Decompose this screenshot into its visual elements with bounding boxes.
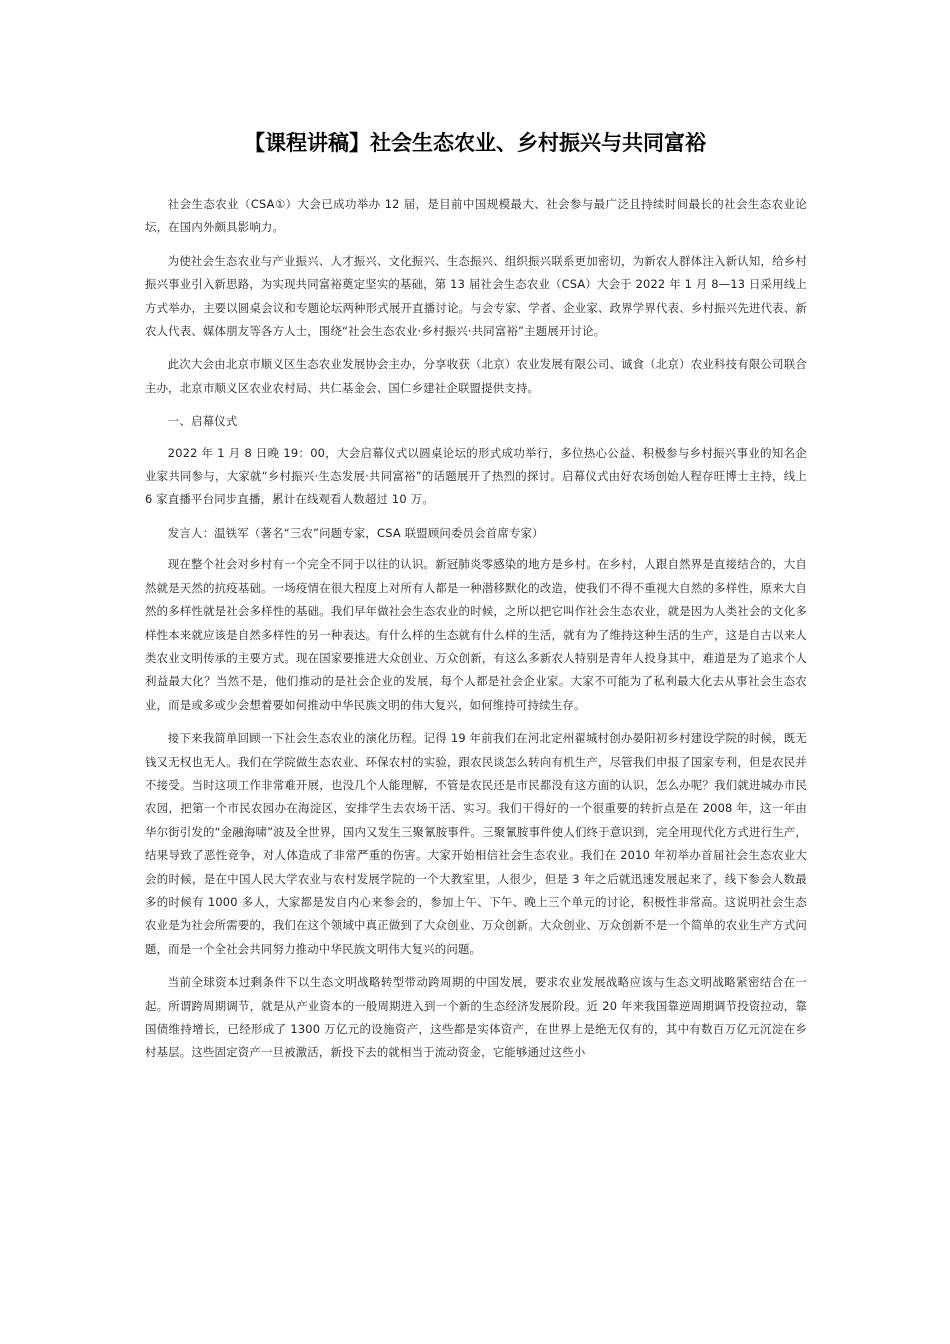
document-title: 【课程讲稿】社会生态农业、乡村振兴与共同富裕 bbox=[244, 131, 706, 155]
paragraph-conference-overview: 为使社会生态农业与产业振兴、人才振兴、文化振兴、生态振兴、组织振兴联系更加密切，为新农人群体注入新认知，给乡村振兴事业引入新思路，为实现共同富裕奠定坚实的基础，第 13 届社会生态农业（CSA）大会于 2022 年 1 月 8—13 日采用线上方式举办，主要以圆桌会议和专题论坛两种形式展开直播讨论。与会专家、学者、企业家、政界学界代表、乡村振兴先进代表、新农人代表、媒体朋友等各方人士，围绕“社会生态农业·乡村振兴·共同富裕”主题展开讨论。 bbox=[145, 253, 807, 339]
paragraph-speech-2: 接下来我简单回顾一下社会生态农业的演化历程。记得 19 年前我们在河北定州翟城村创办晏阳初乡村建设学院的时候，既无钱又无权也无人。我们在学院做生态农业、环保农村的实验，跟农民谈怎么转向有机生产，尽管我们申报了国家专利，但是农民并不接受。当时这项工作非常难开展，也没几个人能理解，不管是农民还是市民都没有这方面的认识，怎么办呢？我们就进城办市民农园，把第一个市民农园办在海淀区，安排学生去农场干活、实习。我们干得好的一个很重要的转折点是在 2008 年，这一年由华尔街引发的“金融海啸”波及全世界，国内又发生三聚氰胺事件。三聚氰胺事件使人们终于意识到，完全用现代化方式进行生产，结果导致了恶性竞争，对人体造成了非常严重的伤害。大家开始相信社会生态农业。我们在 2010 年初举办首届社会生态农业大会的时候，是在中国人民大学农业与农村发展学院的一个大教室里，人很少，但是 3 年之后就迅速发展起来了，线下参会人数最多的时候有 1000 多人，大家都是发自内心来参会的，参加上午、下午、晚上三个单元的讨论，积极性非常高。这说明社会生态农业是为社会所需要的，我们在这个领域中真正做到了大众创业、万众创新。大众创业、万众创新不是一个简单的农业生产方式问题，而是一个全社会共同努力推动中华民族文明伟大复兴的问题。 bbox=[145, 731, 807, 956]
paragraph-speech-1: 现在整个社会对乡村有一个完全不同于以往的认识。新冠肺炎零感染的地方是乡村。在乡村，人跟自然界是直接结合的，大自然就是天然的抗疫基础。一场疫情在很大程度上对所有人都是一种潜移默化的改造，使我们不得不重视大自然的多样性，原来大自然的多样性就是社会多样性的基础。我们早年做社会生态农业的时候，之所以把它叫作社会生态农业，就是因为人类社会的文化多样性本来就应该是自然多样性的另一种表达。有什么样的生态就有什么样的生活，就有为了维持这种生活的生产，这是自古以来人类农业文明传承的主要方式。现在国家要推进大众创业、万众创新，有这么多新农人特别是青年人投身其中，难道是为了追求个人利益最大化？当然不是，他们推动的是社会企业的发展，每个人都是社会企业家。大家不可能为了私利最大化去从事社会生态农业，而是或多或少会想着要如何推动中华民族文明的伟大复兴，如何维持可持续生存。 bbox=[145, 557, 807, 712]
speaker-line: 发言人：温铁军（著名“三农”问题专家，CSA 联盟顾问委员会首席专家） bbox=[167, 525, 544, 540]
paragraph-intro: 社会生态农业（CSA①）大会已成功举办 12 届，是目前中国规模最大、社会参与最广泛且持续时间最长的社会生态农业论坛，在国内外颇具影响力。 bbox=[145, 197, 807, 235]
paragraph-speech-3: 当前全球资本过剩条件下以生态文明战略转型带动跨周期的中国发展，要求农业发展战略应该与生态文明战略紧密结合在一起。所谓跨周期调节，就是从产业资本的一般周期进入到一个新的生态经济发展阶段。近 20 年来我国靠逆周期调节投资拉动，靠国债维持增长，已经形成了 1300 万亿元的设施资产，这些都是实体资产，在世界上是绝无仅有的，其中有数百万亿元沉淀在乡村基层。这些固定资产一旦被激活，新投下去的就相当于流动资金，它能够通过这些小 bbox=[145, 975, 807, 1060]
section-heading-opening: 一、启幕仪式 bbox=[167, 414, 238, 429]
document-body bbox=[145, 193, 807, 1075]
paragraph-opening-ceremony: 2022 年 1 月 8 日晚 19：00，大会启幕仪式以圆桌论坛的形式成功举行，多位热心公益、积极参与乡村振兴事业的知名企业家共同参与，大家就“乡村振兴·生态发展·共同富裕”的话题展开了热烈的探讨。启幕仪式由好农场创始人程存旺博士主持，线上 6 家直播平台同步直播，累计在线观看人数超过 10 万。 bbox=[145, 445, 807, 507]
paragraph-organizers: 此次大会由北京市顺义区生态农业发展协会主办，分享收获（北京）农业发展有限公司、诚食（北京）农业科技有限公司联合主办，北京市顺义区农业农村局、共仁基金会、国仁乡建社企联盟提供支持。 bbox=[145, 357, 807, 395]
